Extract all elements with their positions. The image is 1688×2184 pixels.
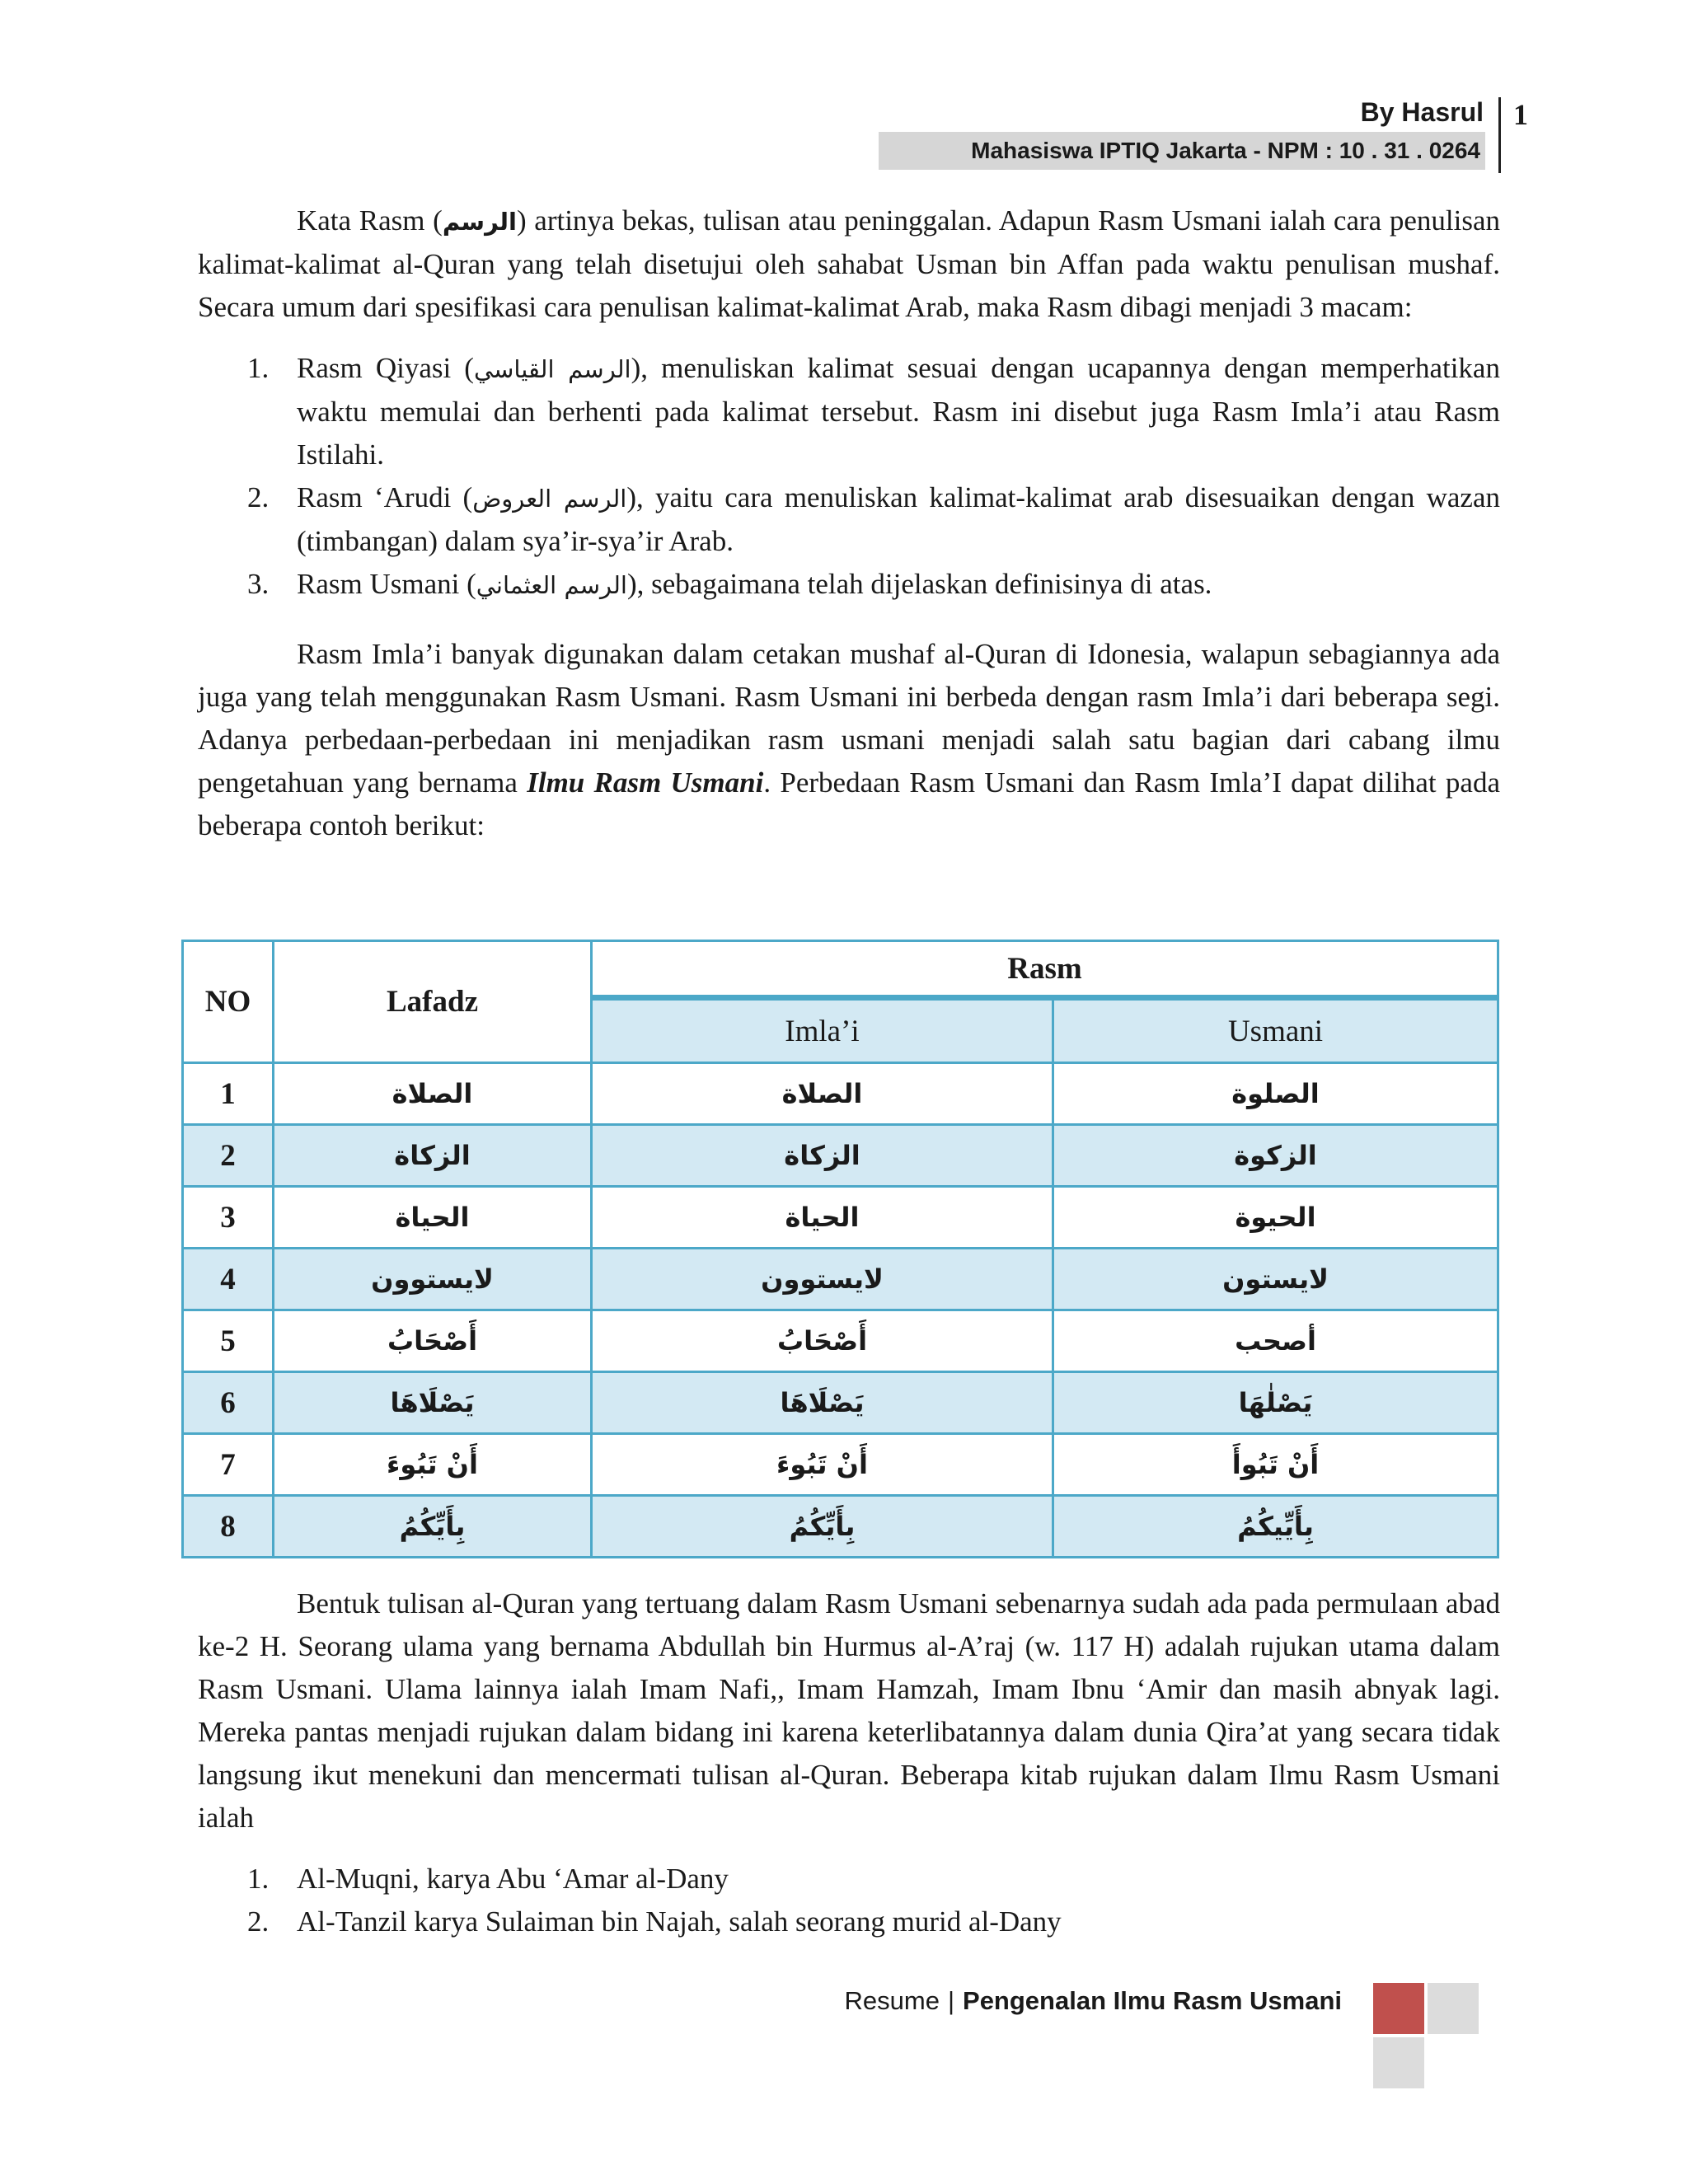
page-number: 1 [1513, 98, 1528, 131]
cell-imlai: بِأَيِّكُمُ [592, 1496, 1053, 1558]
cell-lafadz: الزكاة [274, 1125, 592, 1187]
cell-lafadz: أَصْحَابُ [274, 1310, 592, 1372]
table-row [183, 1310, 1498, 1372]
rasm-comparison-table [181, 940, 1499, 1558]
cell-usmani: يَصْلٰهَا [1053, 1372, 1498, 1434]
list-arabic-term: الرسم القياسي [473, 355, 631, 383]
rasm-types-list [198, 347, 1500, 607]
cell-lafadz: الحياة [274, 1187, 592, 1249]
intro-text-b: ) artinya bekas, tulisan atau peninggalan. Adapun Rasm Usmani ialah cara penulisan kalimat-kalimat al-Quran yang telah disetujui oleh sahabat Usman bin Affan pada waktu penulisan mushaf. Secara umum dari spesifikasi cara penulisan kalimat-kalimat Arab, maka Rasm dibagi menjadi 3 macam: [198, 204, 1500, 323]
table-row [183, 1063, 1498, 1125]
footer-separator: | [947, 1986, 955, 2015]
intro-arabic-term: الرسم [442, 208, 517, 236]
cell-no: 7 [183, 1434, 274, 1496]
cell-lafadz: يَصْلَاهَا [274, 1372, 592, 1434]
cell-lafadz: الصلاة [274, 1063, 592, 1125]
footer-title: Pengenalan Ilmu Rasm Usmani [963, 1986, 1342, 2015]
cell-imlai: يَصْلَاهَا [592, 1372, 1053, 1434]
footer-red-square [1373, 1983, 1424, 2034]
comparison-emphasis: Ilmu Rasm Usmani [527, 766, 764, 799]
list-number: 1. [247, 352, 270, 384]
history-paragraph: Bentuk tulisan al-Quran yang tertuang dalam Rasm Usmani sebenarnya sudah ada pada permulaan abad ke-2 H. Seorang ulama yang bernama Abdullah bin Hurmus al-A’raj (w. 117 H) adalah rujukan utama dalam Rasm Usmani. Ulama lainnya ialah Imam Nafi,, Imam Hamzah, Imam Ibnu ‘Amir dan masih abnyak lagi. Mereka pantas menjadi rujukan dalam bidang ini karena keterlibatannya dalam dunia Qira’at yang secara tidak langsung ikut menekuni dan mencermati tulisan al-Quran. Beberapa kitab rujukan dalam Ilmu Rasm Usmani ialah [198, 1587, 1500, 1834]
list-text: Al-Tanzil karya Sulaiman bin Najah, salah seorang murid al-Dany [297, 1905, 1062, 1938]
cell-usmani: الحيوة [1053, 1187, 1498, 1249]
cell-usmani: بِأَيِّيكُمُ [1053, 1496, 1498, 1558]
list-text-pre: Rasm Usmani ( [297, 568, 476, 600]
table-row [183, 1125, 1498, 1187]
list-text-post: ), yaitu cara menuliskan kalimat-kalimat arab disesuaikan dengan wazan (timbangan) dalam sya’ir-sya’ir Arab. [297, 481, 1500, 557]
cell-no: 8 [183, 1496, 274, 1558]
list-arabic-term: الرسم العروض [472, 485, 627, 513]
header-lafadz: Lafadz [274, 941, 592, 1063]
cell-no: 4 [183, 1249, 274, 1310]
cell-usmani: لايستون [1053, 1249, 1498, 1310]
list-item [198, 1858, 1500, 1900]
footer-grey-square [1428, 1983, 1479, 2034]
page-footer [845, 1986, 1342, 2016]
cell-imlai: أَنْ تَبُوءَ [592, 1434, 1053, 1496]
table-row [183, 1372, 1498, 1434]
cell-lafadz: لايستوون [274, 1249, 592, 1310]
references-list [198, 1858, 1500, 1943]
header-author: By Hasrul [1360, 97, 1484, 127]
list-item [198, 476, 1500, 563]
cell-imlai: الزكاة [592, 1125, 1053, 1187]
list-arabic-term: الرسم العثماني [476, 571, 627, 599]
list-text-pre: Rasm ‘Arudi ( [297, 481, 473, 513]
list-number: 2. [247, 481, 270, 513]
list-item [198, 1900, 1500, 1943]
cell-imlai: الصلاة [592, 1063, 1053, 1125]
footer-label: Resume [844, 1986, 940, 2015]
comparison-text-b: . Perbedaan Rasm Usmani dan Rasm Imla’I dapat dilihat pada beberapa contoh berikut: [198, 766, 1500, 841]
body-lower [198, 1582, 1500, 1943]
intro-text-a: Kata Rasm ( [297, 204, 443, 237]
cell-lafadz: أَنْ تَبُوءَ [274, 1434, 592, 1496]
list-item [198, 347, 1500, 476]
table-row [183, 1187, 1498, 1249]
cell-usmani: أصحب [1053, 1310, 1498, 1372]
table-row [183, 1434, 1498, 1496]
cell-lafadz: بِأَيِّكُمُ [274, 1496, 592, 1558]
header-imlai: Imla’i [592, 998, 1053, 1063]
cell-usmani: الزكوة [1053, 1125, 1498, 1187]
comparison-paragraph [198, 633, 1500, 847]
cell-no: 3 [183, 1187, 274, 1249]
cell-imlai: الحياة [592, 1187, 1053, 1249]
cell-imlai: لايستوون [592, 1249, 1053, 1310]
list-number: 1. [247, 1863, 270, 1895]
header-subtitle: Mahasiswa IPTIQ Jakarta - NPM : 10 . 31 . 0264 [879, 132, 1485, 170]
cell-no: 1 [183, 1063, 274, 1125]
header-usmani: Usmani [1053, 998, 1498, 1063]
table-row [183, 1496, 1498, 1558]
header-no: NO [183, 941, 274, 1063]
table-row [183, 1249, 1498, 1310]
list-number: 3. [247, 568, 270, 600]
list-text: Al-Muqni, karya Abu ‘Amar al-Dany [297, 1863, 729, 1895]
body-upper [198, 199, 1500, 847]
header-divider [1498, 97, 1501, 173]
list-text-pre: Rasm Qiyasi ( [297, 352, 474, 384]
header-rasm: Rasm [592, 941, 1498, 998]
intro-paragraph [198, 199, 1500, 329]
cell-no: 2 [183, 1125, 274, 1187]
cell-no: 5 [183, 1310, 274, 1372]
list-text-post: ), sebagaimana telah dijelaskan definisinya di atas. [626, 568, 1212, 600]
cell-no: 6 [183, 1372, 274, 1434]
cell-imlai: أَصْحَابُ [592, 1310, 1053, 1372]
comparison-text-a: Rasm Imla’i banyak digunakan dalam cetakan mushaf al-Quran di Idonesia, walapun sebagiannya ada juga yang telah menggunakan Rasm Usmani. Rasm Usmani ini berbeda dengan rasm Imla’i dari beberapa segi. Adanya perbedaan-perbedaan ini menjadikan rasm usmani menjadi salah satu bagian dari cabang ilmu pengetahuan yang bernama [198, 638, 1500, 799]
list-item [198, 563, 1500, 607]
cell-usmani: الصلوة [1053, 1063, 1498, 1125]
footer-grey-square [1373, 2037, 1424, 2088]
list-text-post: ), menuliskan kalimat sesuai dengan ucapannya dengan memperhatikan waktu memulai dan berhenti pada kalimat tersebut. Rasm ini disebut juga Rasm Imla’i atau Rasm Istilahi. [297, 352, 1500, 471]
cell-usmani: أَنْ تَبُوأَ [1053, 1434, 1498, 1496]
list-number: 2. [247, 1905, 270, 1938]
